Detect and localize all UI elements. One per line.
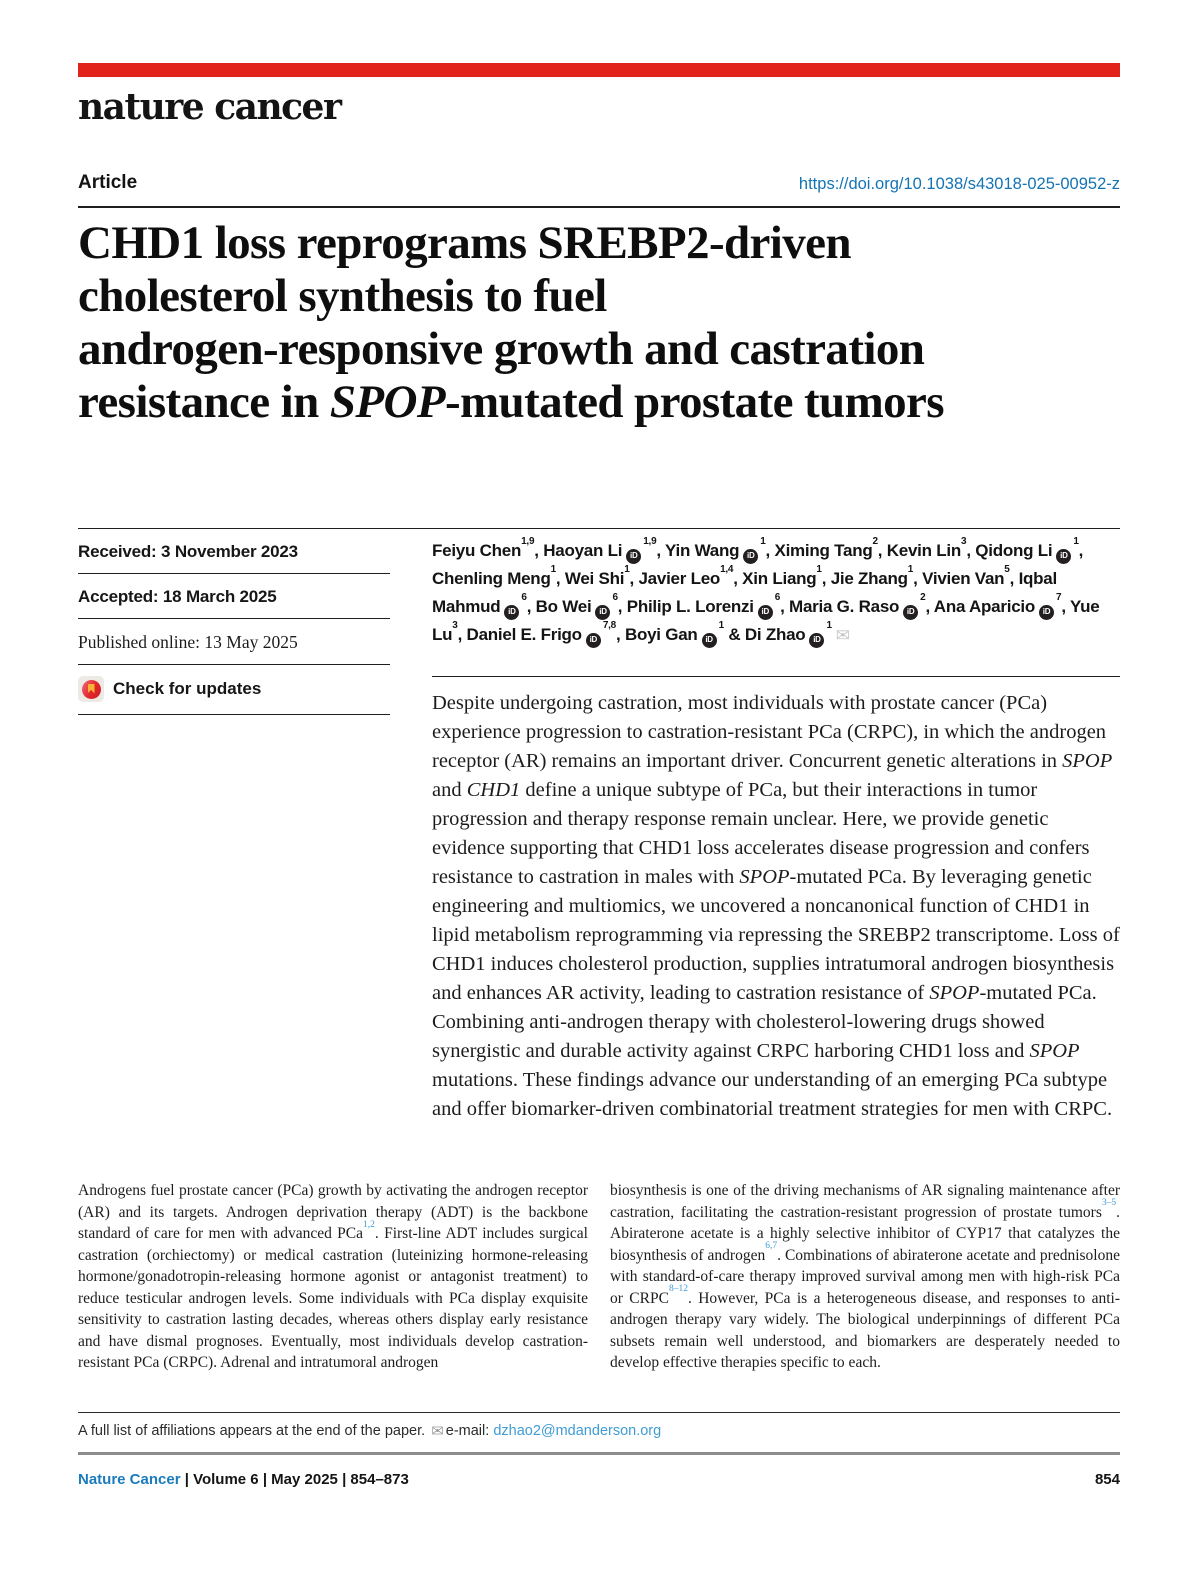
orcid-icon: iD (1039, 605, 1054, 620)
footer-divider (78, 1452, 1120, 1455)
orcid-icon: iD (758, 605, 773, 620)
envelope-icon: ✉ (835, 626, 850, 645)
article-header-row (78, 172, 1120, 194)
page-number: 854 (1094, 1470, 1120, 1488)
doi-link[interactable]: https://doi.org/10.1038/s43018-025-00952-z (798, 175, 1120, 193)
orcid-icon: iD (809, 633, 824, 648)
abstract: Despite undergoing castration, most individuals with prostate cancer (PCa) experience progression to castration-resistant PCa (CRPC), in which the androgen receptor (AR) remains an important driver. Concurrent genetic alterations in SPOP and CHD1 define a unique subtype of PCa, but their interactions in tumor progression and therapy response remain unclear. Here, we provide genetic evidence supporting that CHD1 loss accelerates disease progression and confers resistance to castration in males with SPOP-mutated PCa. By leveraging genetic engineering and multiomics, we uncovered a noncanonical function of CHD1 in lipid metabolism reprogramming via repressing the SREBP2 transcriptome. Loss of CHD1 induces cholesterol production, supplies intratumoral androgen biosynthesis and enhances AR activity, leading to castration resistance of SPOP-mutated PCa. Combining anti-androgen therapy with cholesterol-lowering drugs showed synergistic and durable activity against CRPC harboring CHD1 loss and SPOP mutations. These findings advance our understanding of an emerging PCa subtype and offer biomarker-driven combinatorial treatment strategies for men with CRPC. (432, 676, 1120, 1124)
orcid-icon: iD (586, 633, 601, 648)
article-title: CHD1 loss reprograms SREBP2-driven cholesterol synthesis to fuel androgen-responsive growth and castration resistance in SPOP-mutated prostate tumors (78, 217, 944, 428)
crossmark-icon (78, 676, 104, 702)
introduction-section (78, 1180, 1120, 1374)
masthead-accent-bar (78, 63, 1120, 77)
check-for-updates-button[interactable] (78, 665, 390, 715)
intro-column-2: biosynthesis is one of the driving mechanisms of AR signaling maintenance after castration, facilitating the castration-resistant progression of prostate tumors$^{3-5}$. Abiraterone acetate is a highly selective inhibitor of CYP17 that catalyzes the biosynthesis of androgen$^{6,7}$. Combinations of abiraterone acetate and prednisolone with standard-of-care therapy improved survival among men with high-risk PCa or CRPC$^{8-12}$. However, PCa is a heterogeneous disease, and responses to anti-androgen therapy vary widely. The biological underpinnings of different PCa subsets remain well understood, and biomarkers are desperately needed to develop effective therapies specific to each. (610, 1182, 1120, 1371)
journal-citation: Nature Cancer | Volume 6 | May 2025 | 854–873 (78, 1470, 409, 1488)
orcid-icon: iD (903, 605, 918, 620)
orcid-icon: iD (743, 549, 758, 564)
orcid-icon: iD (595, 605, 610, 620)
header-divider (78, 206, 1120, 208)
author-abstract-column (432, 529, 1120, 1124)
orcid-icon: iD (702, 633, 717, 648)
history-sidebar (78, 529, 390, 1124)
meta-section (78, 528, 1120, 1124)
received-date: Received: 3 November 2023 (78, 529, 390, 574)
journal-logo: nature cancer (78, 86, 341, 128)
accepted-date: Accepted: 18 March 2025 (78, 574, 390, 619)
intro-column-1: Androgens fuel prostate cancer (PCa) growth by activating the androgen receptor (AR) and its targets. Androgen deprivation therapy (ADT) is the backbone standard of care for men with advanced PCa$^{1,2}$. First-line ADT includes surgical castration (orchiectomy) or medical castration (luteinizing hormone-releasing hormone/gonadotropin-releasing hormone agonist or antagonist treatment) to reduce testicular androgen levels. Some individuals with PCa display exquisite sensitivity to castration lasting decades, whereas others display early resistance and have dismal prognoses. Eventually, most individuals develop castration-resistant PCa (CRPC). Adrenal and intratumoral androgen (78, 1182, 588, 1371)
envelope-icon: ✉ (431, 1422, 444, 1440)
orcid-icon: iD (626, 549, 641, 564)
check-for-updates-label: Check for updates (113, 679, 262, 698)
orcid-icon: iD (1056, 549, 1071, 564)
affiliation-note: A full list of affiliations appears at the end of the paper. ✉ e-mail: dzhao2@mdanderson.org (78, 1412, 1120, 1439)
article-type-label: Article (78, 172, 138, 193)
orcid-icon: iD (504, 605, 519, 620)
author-list: Feiyu Chen$^{1,9}$, Haoyan Li iD$^{1,9}$, Yin Wang $iD^1$, Ximing Tang$^2$, Kevin Lin$^3$, Qidong Li $iD^1$, Chenling Meng$^1$, Wei Shi$^1$, Javier Leo$^{1,4}$, Xin Liang$^1$, Jie Zhang$^1$, Vivien Van$^5$, Iqbal Mahmud $iD^6$, Bo Wei $iD^6$, Philip L. Lorenzi $iD^6$, Maria G. Raso $iD^2$, Ana Aparicio $iD^7$, Yue Lu$^3$, Daniel E. Frigo iD$^{7,8}$, Boyi Gan $iD^1$ & Di Zhao $iD^1✉$ (432, 529, 1120, 649)
published-date: Published online: 13 May 2025 (78, 619, 390, 665)
journal-name-link[interactable]: Nature Cancer (78, 1470, 181, 1488)
email-link[interactable]: dzhao2@mdanderson.org (493, 1422, 662, 1439)
footer-citation-row (78, 1471, 1120, 1488)
